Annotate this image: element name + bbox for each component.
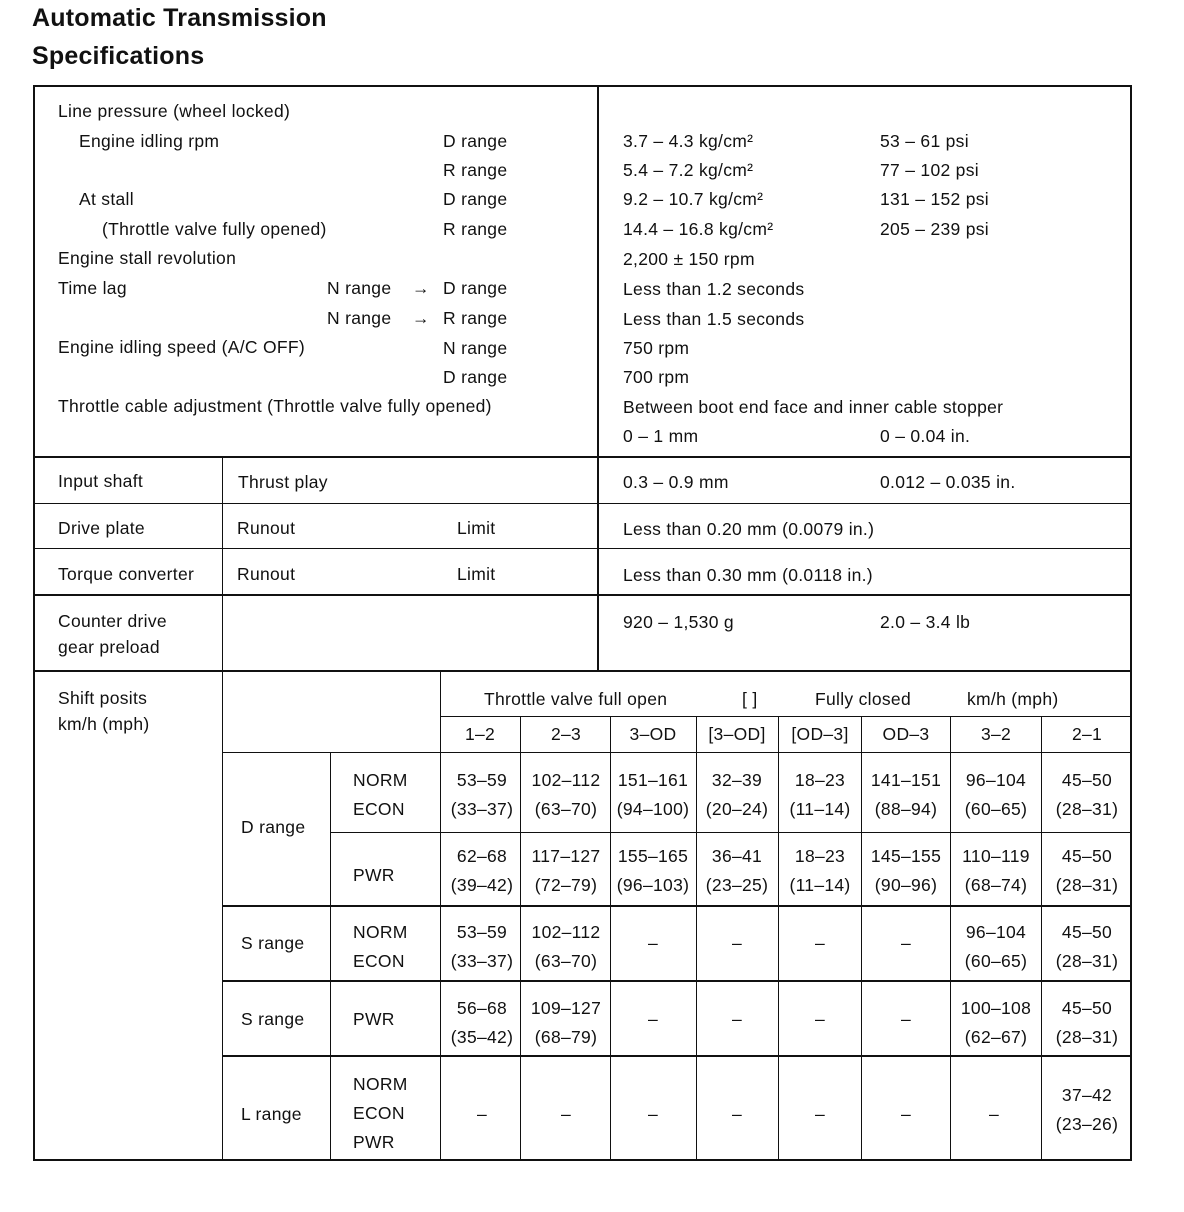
arrow-right-icon: → [412,308,430,328]
divider [696,716,697,1161]
cell-value: (33–37) [450,951,514,971]
cell-value: (28–31) [1055,951,1119,971]
idle-speed-n-range: N range [443,338,508,358]
divider [950,716,951,1161]
cell-value: (28–31) [1055,799,1119,819]
stall-d-metric: 9.2 – 10.7 kg/cm² [623,189,764,209]
page-title-line2: Specifications [32,42,205,70]
divider [33,456,1132,458]
stall-r-psi: 205 – 239 psi [880,219,989,239]
cell-value: 36–41 [711,846,763,866]
cell-value: 32–39 [711,770,763,790]
cell-value: 151–161 [617,770,689,790]
cell-value: 53–59 [456,922,508,942]
l-range-label: L range [241,1104,302,1124]
cell-value: (94–100) [616,799,690,819]
cell-value: 96–104 [965,922,1027,942]
cell-dash: – [647,1009,659,1029]
cell-value: (96–103) [616,875,690,895]
divider [222,752,1132,753]
divider [610,716,611,1161]
col-header: 3–OD [629,724,677,744]
cell-value: (28–31) [1055,1027,1119,1047]
shift-header-unit: km/h (mph) [967,689,1059,709]
cell-value: 45–50 [1061,846,1113,866]
stall-r-metric: 14.4 – 16.8 kg/cm² [623,219,774,239]
time-lag-to-2: R range [443,308,508,328]
drive-plate-value: Less than 0.20 mm (0.0079 in.) [623,519,875,539]
col-header: [3–OD] [708,724,766,744]
cell-dash: – [731,1104,743,1124]
idle-r-metric: 5.4 – 7.2 kg/cm² [623,160,754,180]
divider [520,716,521,1161]
divider [222,980,1132,982]
col-header: 2–1 [1071,724,1103,744]
col-header: 3–2 [980,724,1012,744]
cell-value: (62–67) [964,1027,1028,1047]
idle-speed-d-value: 700 rpm [623,367,690,387]
cell-dash: – [731,933,743,953]
cell-dash: – [814,933,826,953]
d-econ-label: ECON [353,799,405,819]
shift-label-2: km/h (mph) [58,714,150,734]
cell-value: 45–50 [1061,998,1113,1018]
time-lag-from-1: N range [327,278,392,298]
stall-d-psi: 131 – 152 psi [880,189,989,209]
counter-drive-label-1: Counter drive [58,611,167,631]
divider [222,456,223,671]
torque-converter-value: Less than 0.30 mm (0.0118 in.) [623,565,873,585]
cell-value: (68–79) [534,1027,598,1047]
cell-value: (90–96) [874,875,938,895]
cell-dash: – [731,1009,743,1029]
idle-d-psi: 53 – 61 psi [880,131,969,151]
cell-value: (23–25) [705,875,769,895]
cell-value: 53–59 [456,770,508,790]
time-lag-to-1: D range [443,278,508,298]
idle-speed-n-value: 750 rpm [623,338,690,358]
input-shaft-mm: 0.3 – 0.9 mm [623,472,729,492]
cell-value: 18–23 [794,846,846,866]
drive-plate-label: Drive plate [58,518,145,538]
cell-value: (11–14) [789,875,851,895]
cell-dash: – [560,1104,572,1124]
idle-d-metric: 3.7 – 4.3 kg/cm² [623,131,754,151]
divider [597,85,599,671]
col-header: OD–3 [882,724,930,744]
cell-value: 37–42 [1061,1085,1113,1105]
divider [861,716,862,1161]
cell-value: (28–31) [1055,875,1119,895]
cell-dash: – [900,1009,912,1029]
cell-value: (68–74) [964,875,1028,895]
divider [33,548,1132,549]
shift-header-fully-closed: Fully closed [815,689,911,709]
cell-value: 110–119 [962,846,1030,866]
cell-value: (88–94) [874,799,938,819]
torque-converter-item: Runout [237,564,296,584]
col-header: 2–3 [550,724,582,744]
cell-dash: – [814,1104,826,1124]
cell-value: (23–26) [1055,1114,1119,1134]
stall-label: At stall [79,189,134,209]
cell-dash: – [814,1009,826,1029]
divider [33,594,1132,596]
d-range-label: D range [241,817,306,837]
shift-header-full-open: Throttle valve full open [484,689,668,709]
shift-header-bracket: [ ] [742,689,758,709]
time-lag-label: Time lag [58,278,127,298]
cell-value: 45–50 [1061,922,1113,942]
l-norm-label: NORM [353,1074,408,1094]
stall-revolution-value: 2,200 ± 150 rpm [623,249,755,269]
cell-value: 45–50 [1061,770,1113,790]
cell-value: 102–112 [531,922,601,942]
idle-r-psi: 77 – 102 psi [880,160,979,180]
idle-d-range: D range [443,131,508,151]
divider [33,670,1132,672]
cell-value: (60–65) [964,951,1028,971]
shift-label-1: Shift posits [58,688,148,708]
cell-value: (33–37) [450,799,514,819]
cell-value: (63–70) [534,951,598,971]
idle-speed-d-range: D range [443,367,508,387]
input-shaft-item: Thrust play [238,472,328,492]
s-econ-label: ECON [353,951,405,971]
divider [330,752,331,1161]
cell-dash: – [647,1104,659,1124]
divider [222,1055,1132,1057]
s-range-label: S range [241,933,305,953]
page-title-line1: Automatic Transmission [32,4,327,32]
time-lag-from-2: N range [327,308,392,328]
counter-drive-g: 920 – 1,530 g [623,612,734,632]
divider [222,905,1132,907]
throttle-cable-label: Throttle cable adjustment (Throttle valve fully opened) [58,396,492,416]
divider [440,670,441,1161]
s-pwr-label: PWR [353,1009,395,1029]
cell-value: (72–79) [534,875,598,895]
cell-dash: – [647,933,659,953]
drive-plate-item: Runout [237,518,296,538]
input-shaft-in: 0.012 – 0.035 in. [880,472,1016,492]
divider [1041,716,1042,1161]
divider [330,832,1132,833]
idling-label: Engine idling rpm [79,131,220,151]
s-norm-label: NORM [353,922,408,942]
cell-value: 102–112 [531,770,601,790]
drive-plate-limit: Limit [457,518,496,538]
counter-drive-label-2: gear preload [58,637,160,657]
throttle-cable-in: 0 – 0.04 in. [880,426,971,446]
torque-converter-limit: Limit [457,564,496,584]
cell-value: 18–23 [794,770,846,790]
col-header: [OD–3] [791,724,849,744]
cell-value: 155–165 [617,846,689,866]
cell-value: (63–70) [534,799,598,819]
l-econ-label: ECON [353,1103,405,1123]
cell-value: 141–151 [870,770,942,790]
cell-value: 56–68 [456,998,508,1018]
cell-dash: – [988,1104,1000,1124]
cell-value: (11–14) [789,799,851,819]
arrow-right-icon: → [412,278,430,298]
cell-value: 100–108 [960,998,1032,1018]
cell-value: 109–127 [530,998,602,1018]
stall-r-range: R range [443,219,508,239]
cell-value: 62–68 [456,846,508,866]
d-pwr-label: PWR [353,865,395,885]
stall-sub: (Throttle valve fully opened) [102,219,327,239]
cell-value: 117–127 [531,846,601,866]
divider [440,716,1132,717]
divider [33,503,1132,504]
l-pwr-label: PWR [353,1132,395,1152]
idle-speed-label: Engine idling speed (A/C OFF) [58,337,306,357]
cell-value: (20–24) [705,799,769,819]
counter-drive-lb: 2.0 – 3.4 lb [880,612,971,632]
cell-dash: – [476,1104,488,1124]
s-range-label: S range [241,1009,305,1029]
torque-converter-label: Torque converter [58,564,195,584]
d-norm-label: NORM [353,770,408,790]
time-lag-value-2: Less than 1.5 seconds [623,309,805,329]
input-shaft-label: Input shaft [58,471,144,491]
line-pressure-heading: Line pressure (wheel locked) [58,101,291,121]
cell-value: (39–42) [450,875,514,895]
col-header: 1–2 [464,724,496,744]
divider [222,670,223,1161]
time-lag-value-1: Less than 1.2 seconds [623,279,805,299]
stall-d-range: D range [443,189,508,209]
stall-revolution-label: Engine stall revolution [58,248,237,268]
cell-value: (35–42) [450,1027,514,1047]
cell-dash: – [900,1104,912,1124]
throttle-cable-value: Between boot end face and inner cable stopper [623,397,1004,417]
idle-r-range: R range [443,160,508,180]
cell-dash: – [900,933,912,953]
cell-value: 96–104 [965,770,1027,790]
throttle-cable-mm: 0 – 1 mm [623,426,699,446]
divider [778,716,779,1161]
cell-value: (60–65) [964,799,1028,819]
cell-value: 145–155 [870,846,942,866]
